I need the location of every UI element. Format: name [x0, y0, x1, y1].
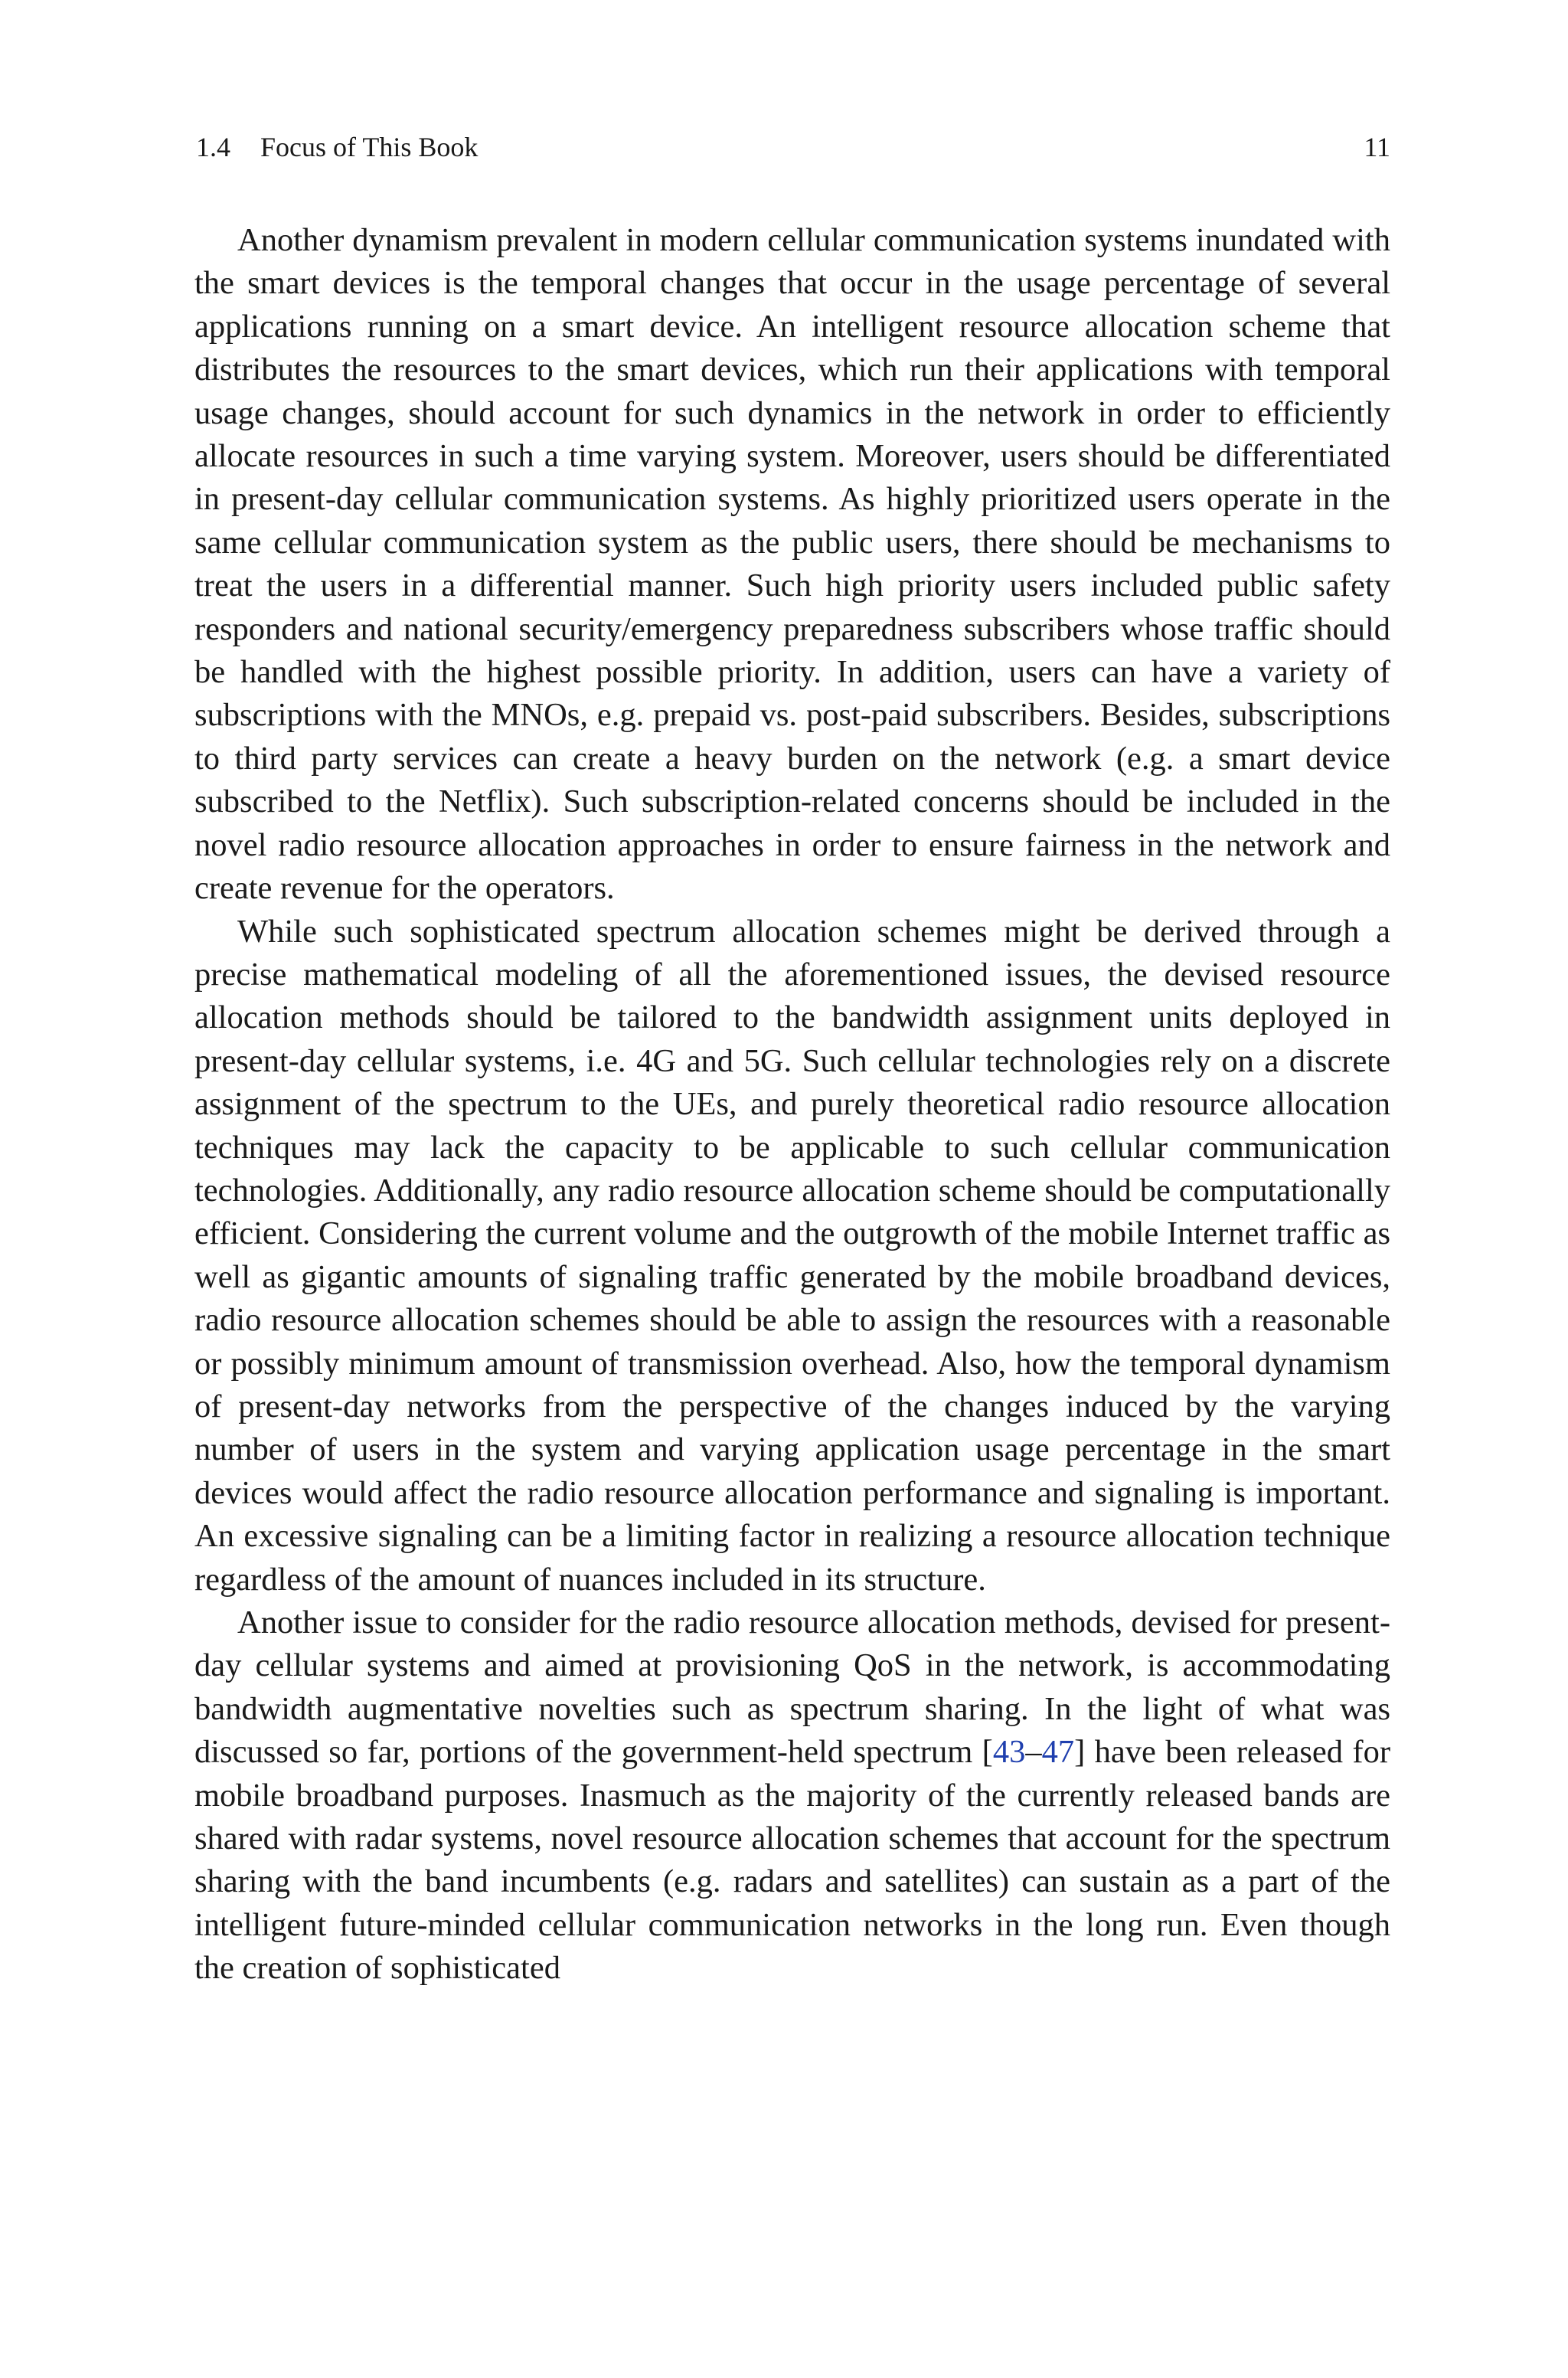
body-text: [194, 219, 1390, 1990]
paragraph-temporal-dynamism: Another dynamism prevalent in modern cellular communication systems inundated with the smart devices is the temporal changes that occur in the usage percentage of several applications running on a smart device. An intelligent resource allocation scheme that distributes the resources to the smart devices, which run their applications with temporal usage changes, should account for such dynamics in the network in order to efficiently allocate resources in such a time varying system. Moreover, users should be differentiated in present-day cellular communication systems. As highly prioritized users operate in the same cellular communication system as the public users, there should be mechanisms to treat the users in a differential manner. Such high priority users included public safety responders and national security/emergency preparedness subscribers whose traffic should be handled with the highest possible priority. In addition, users can have a variety of subscriptions with the MNOs, e.g. prepaid vs. post-paid subscribers. Besides, subscriptions to third party services can create a heavy burden on the network (e.g. a smart device subscribed to the Netflix). Such subscription-related concerns should be included in the novel radio resource allocation approaches in order to ensure fairness in the network and create revenue for the operators.: [194, 222, 1390, 907]
paragraph-text-before-citation: Another issue to consider for the radio resource allocation methods, devised for present-day cellular systems and aimed at provisioning QoS in the network, is accommodating bandwidth augmentative novelties such as spectrum sharing. In the light of what was discussed so far, portions of the government-held spectrum [: [194, 1604, 1390, 1771]
page-number: 11: [1364, 132, 1390, 162]
citation-range-dash: –: [1025, 1734, 1042, 1771]
paragraph-spectrum-sharing: [194, 1601, 1390, 1990]
section-title: Focus of This Book: [260, 132, 479, 162]
running-head: [196, 129, 1390, 165]
paragraph-resource-allocation-methods: While such sophisticated spectrum allocation schemes might be derived through a precise mathematical modeling of all the aforementioned issues, the devised resource allocation methods should be tailored to the bandwidth assignment units deployed in present-day cellular systems, i.e. 4G and 5G. Such cellular technologies rely on a discrete assignment of the spectrum to the UEs, and purely theoretical radio resource allocation techniques may lack the capacity to be applicable to such cellular communication technologies. Additionally, any radio resource allocation scheme should be computationally efficient. Considering the current volume and the outgrowth of the mobile Internet traffic as well as gigantic amounts of signaling traffic generated by the mobile broadband devices, radio resource allocation schemes should be able to assign the resources with a reasonable or possibly minimum amount of transmission overhead. Also, how the temporal dynamism of present-day networks from the perspective of the changes induced by the varying number of users in the system and varying application usage percentage in the smart devices would affect the radio resource allocation performance and signaling is important. An excessive signaling can be a limiting factor in realizing a resource allocation technique regardless of the amount of nuances included in its structure.: [194, 913, 1390, 1598]
citation-link-47[interactable]: 47: [1041, 1734, 1075, 1771]
citation-link-43[interactable]: 43: [992, 1734, 1026, 1771]
paragraph-text-after-citation: ] have been released for mobile broadband purposes. Inasmuch as the majority of the currently released bands are shared with radar systems, novel resource allocation schemes that account for the spectrum sharing with the band incumbents (e.g. radars and satellites) can sustain as a part of the intelligent future-minded cellular communication networks in the long run. Even though the creation of sophisticated: [194, 1734, 1390, 1987]
section-number: 1.4: [196, 132, 230, 162]
